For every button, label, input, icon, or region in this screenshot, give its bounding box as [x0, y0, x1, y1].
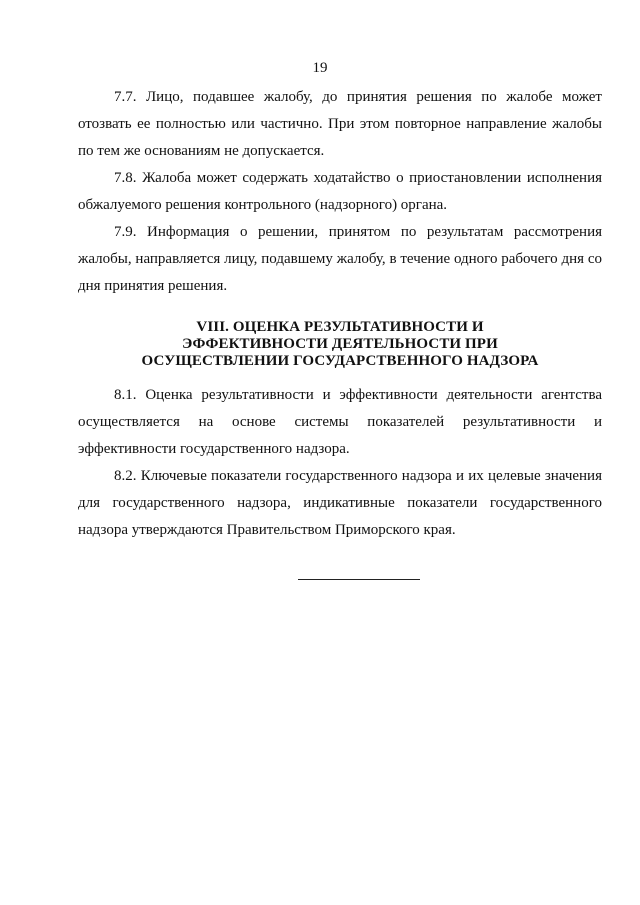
section-heading [78, 319, 602, 370]
paragraph-7-7: 7.7. Лицо, подавшее жалобу, до принятия решения по жалобе может отозвать ее полностью или частично. При этом повторное направление жалобы по тем же основаниям не допускается. [78, 89, 602, 159]
paragraph-8-1: 8.1. Оценка результативности и эффективности деятельности агентства осуществляется на основе системы показателей результативности и эффективности государственного надзора. [78, 387, 602, 457]
document-body [78, 84, 602, 544]
page-number: 19 [312, 60, 328, 76]
paragraph-7-9: 7.9. Информация о решении, принятом по результатам рассмотрения жалобы, направляется лицу, подавшему жалобу, в течение одного рабочего дня со дня принятия решения. [78, 224, 602, 294]
section-heading-line-2: ЭФФЕКТИВНОСТИ ДЕЯТЕЛЬНОСТИ ПРИ [182, 336, 498, 352]
paragraph-7-8: 7.8. Жалоба может содержать ходатайство о приостановлении исполнения обжалуемого решения контрольного (надзорного) органа. [78, 170, 602, 213]
section-heading-line-1: VIII. ОЦЕНКА РЕЗУЛЬТАТИВНОСТИ И [196, 319, 484, 335]
end-divider-line [298, 579, 420, 580]
paragraph-8-2: 8.2. Ключевые показатели государственного надзора и их целевые значения для государственного надзора, индикативные показатели государственного надзора утверждаются Правительством Приморского края. [78, 468, 602, 538]
section-heading-line-3: ОСУЩЕСТВЛЕНИИ ГОСУДАРСТВЕННОГО НАДЗОРА [141, 353, 539, 369]
